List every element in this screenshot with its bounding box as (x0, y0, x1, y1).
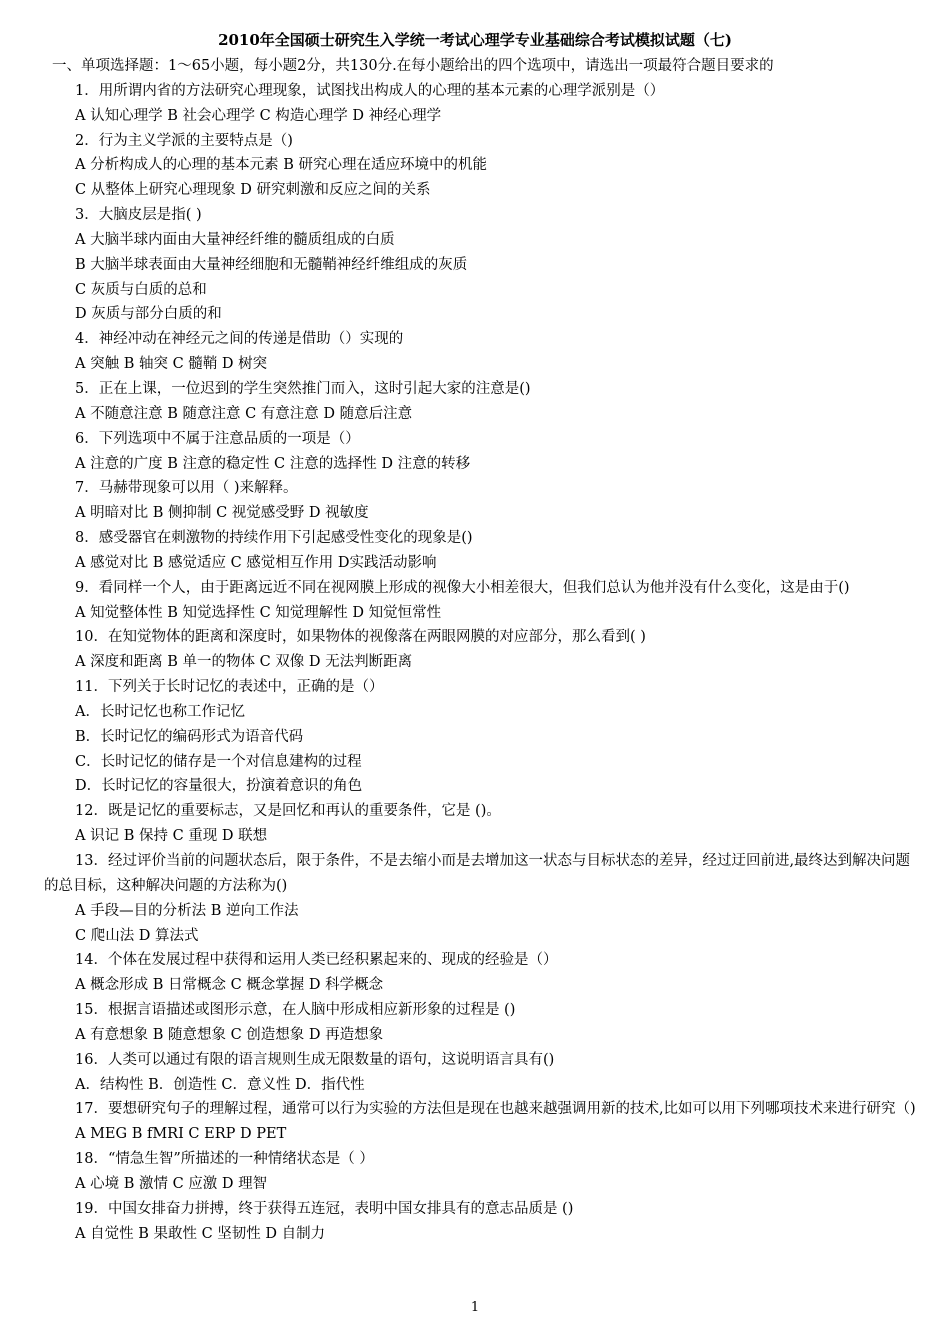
text-line: 6．下列选项中不属于注意品质的一项是（） (75, 430, 360, 447)
text-line: A 明暗对比 B 侧抑制 C 视觉感受野 D 视敏度 (75, 505, 369, 522)
question-list (44, 54, 916, 1247)
text-line: D 灰质与部分白质的和 (75, 306, 222, 323)
text-line: 10．在知觉物体的距离和深度时，如果物体的视像落在两眼网膜的对应部分，那么看到( ) (75, 629, 646, 646)
text-line: A 深度和距离 B 单一的物体 C 双像 D 无法判断距离 (75, 654, 413, 671)
page-number: 1 (470, 1300, 480, 1315)
text-line: 8．感受器官在刺激物的持续作用下引起感受性变化的现象是() (75, 530, 473, 547)
text-line: 12．既是记忆的重要标志，又是回忆和再认的重要条件，它是 ()。 (75, 803, 501, 820)
text-line: 4．神经冲动在神经元之间的传递是借助（）实现的 (75, 331, 404, 348)
question-9: 9．看同样一个人，由于距离远近不同在视网膜上形成的视像大小相差很大，但我们总认为他并没有什么变化，这是由于() (75, 579, 850, 596)
text-line: D．长时记忆的容量很大，扮演着意识的角色 (75, 778, 363, 795)
text-line: B 大脑半球表面由大量神经细胞和无髓鞘神经纤维组成的灰质 (75, 256, 468, 273)
text-line: C 灰质与白质的总和 (75, 281, 207, 298)
text-line: A 认知心理学 B 社会心理学 C 构造心理学 D 神经心理学 (75, 107, 442, 124)
text-line: 11．下列关于长时记忆的表述中，正确的是（） (75, 679, 384, 696)
text-line: 18．“情急生智”所描述的一种情绪状态是（ ） (75, 1151, 374, 1168)
text-line: A 不随意注意 B 随意注意 C 有意注意 D 随意后注意 (75, 405, 413, 422)
text-line: A 突触 B 轴突 C 髓鞘 D 树突 (75, 356, 268, 373)
question-17: 17．要想研究句子的理解过程，通常可以行为实验的方法但是现在也越来越强调用新的技术,比如可以用下列哪项技术来进行研究（) (75, 1101, 916, 1118)
text-line: 2．行为主义学派的主要特点是（) (75, 132, 293, 149)
text-line: C．长时记忆的储存是一个对信息建构的过程 (75, 753, 362, 770)
text-line: 7．马赫带现象可以用（ )来解释。 (75, 480, 298, 497)
text-line: A MEG B fMRI C ERP D PET (75, 1126, 287, 1143)
section-intro: 一、单项选择题：1～65小题，每小题2分，共130分.在每小题给出的四个选项中，请选出一项最符合题目要求的 (52, 58, 774, 74)
text-line: 14．个体在发展过程中获得和运用人类已经积累起来的、现成的经验是（） (75, 952, 558, 969)
text-line: A 感觉对比 B 感觉适应 C 感觉相互作用 D实践活动影响 (75, 554, 437, 571)
text-line: A 有意想象 B 随意想象 C 创造想象 D 再造想象 (75, 1026, 384, 1043)
text-line: A 自觉性 B 果敢性 C 坚韧性 D 自制力 (75, 1225, 326, 1242)
text-line: 19．中国女排奋力拼搏，终于获得五连冠，表明中国女排具有的意志品质是 () (75, 1200, 574, 1217)
text-line: A 手段—目的分析法 B 逆向工作法 (75, 902, 299, 919)
text-line: A．长时记忆也称工作记忆 (75, 703, 245, 720)
text-line: C 从整体上研究心理现象 D 研究刺激和反应之间的关系 (75, 182, 431, 199)
text-line: A 注意的广度 B 注意的稳定性 C 注意的选择性 D 注意的转移 (75, 455, 471, 472)
text-line: A 心境 B 激情 C 应激 D 理智 (75, 1175, 268, 1192)
text-line: 1．用所谓内省的方法研究心理现象，试图找出构成人的心理的基本元素的心理学派别是（） (75, 82, 665, 99)
question-13: 13．经过评价当前的问题状态后，限于条件，不是去缩小而是去增加这一状态与目标状态的差异，经过迂回前进,最终达到解决问题的总目标，这种解决问题的方法称为() (44, 853, 911, 894)
text-line: 16．人类可以通过有限的语言规则生成无限数量的语句，这说明语言具有() (75, 1051, 555, 1068)
text-line: B．长时记忆的编码形式为语音代码 (75, 728, 304, 745)
text-line: A 识记 B 保持 C 重现 D 联想 (75, 828, 268, 845)
text-line: A 概念形成 B 日常概念 C 概念掌握 D 科学概念 (75, 977, 384, 994)
text-line: A 大脑半球内面由大量神经纤维的髓质组成的白质 (75, 231, 395, 248)
text-line: 5．正在上课，一位迟到的学生突然推门而入，这时引起大家的注意是() (75, 380, 531, 397)
text-line: 15．根据言语描述或图形示意，在人脑中形成相应新形象的过程是 () (75, 1002, 516, 1019)
text-line: A 知觉整体性 B 知觉选择性 C 知觉理解性 D 知觉恒常性 (75, 604, 442, 621)
text-line: C 爬山法 D 算法式 (75, 927, 199, 944)
text-line: A 分析构成人的心理的基本元素 B 研究心理在适应环境中的机能 (75, 157, 487, 174)
text-line: A．结构性 B．创造性 C．意义性 D．指代性 (75, 1076, 365, 1093)
text-line: 3．大脑皮层是指( ) (75, 207, 202, 224)
page-title: 2010年全国硕士研究生入学统一考试心理学专业基础综合考试模拟试题（七) (218, 31, 732, 49)
